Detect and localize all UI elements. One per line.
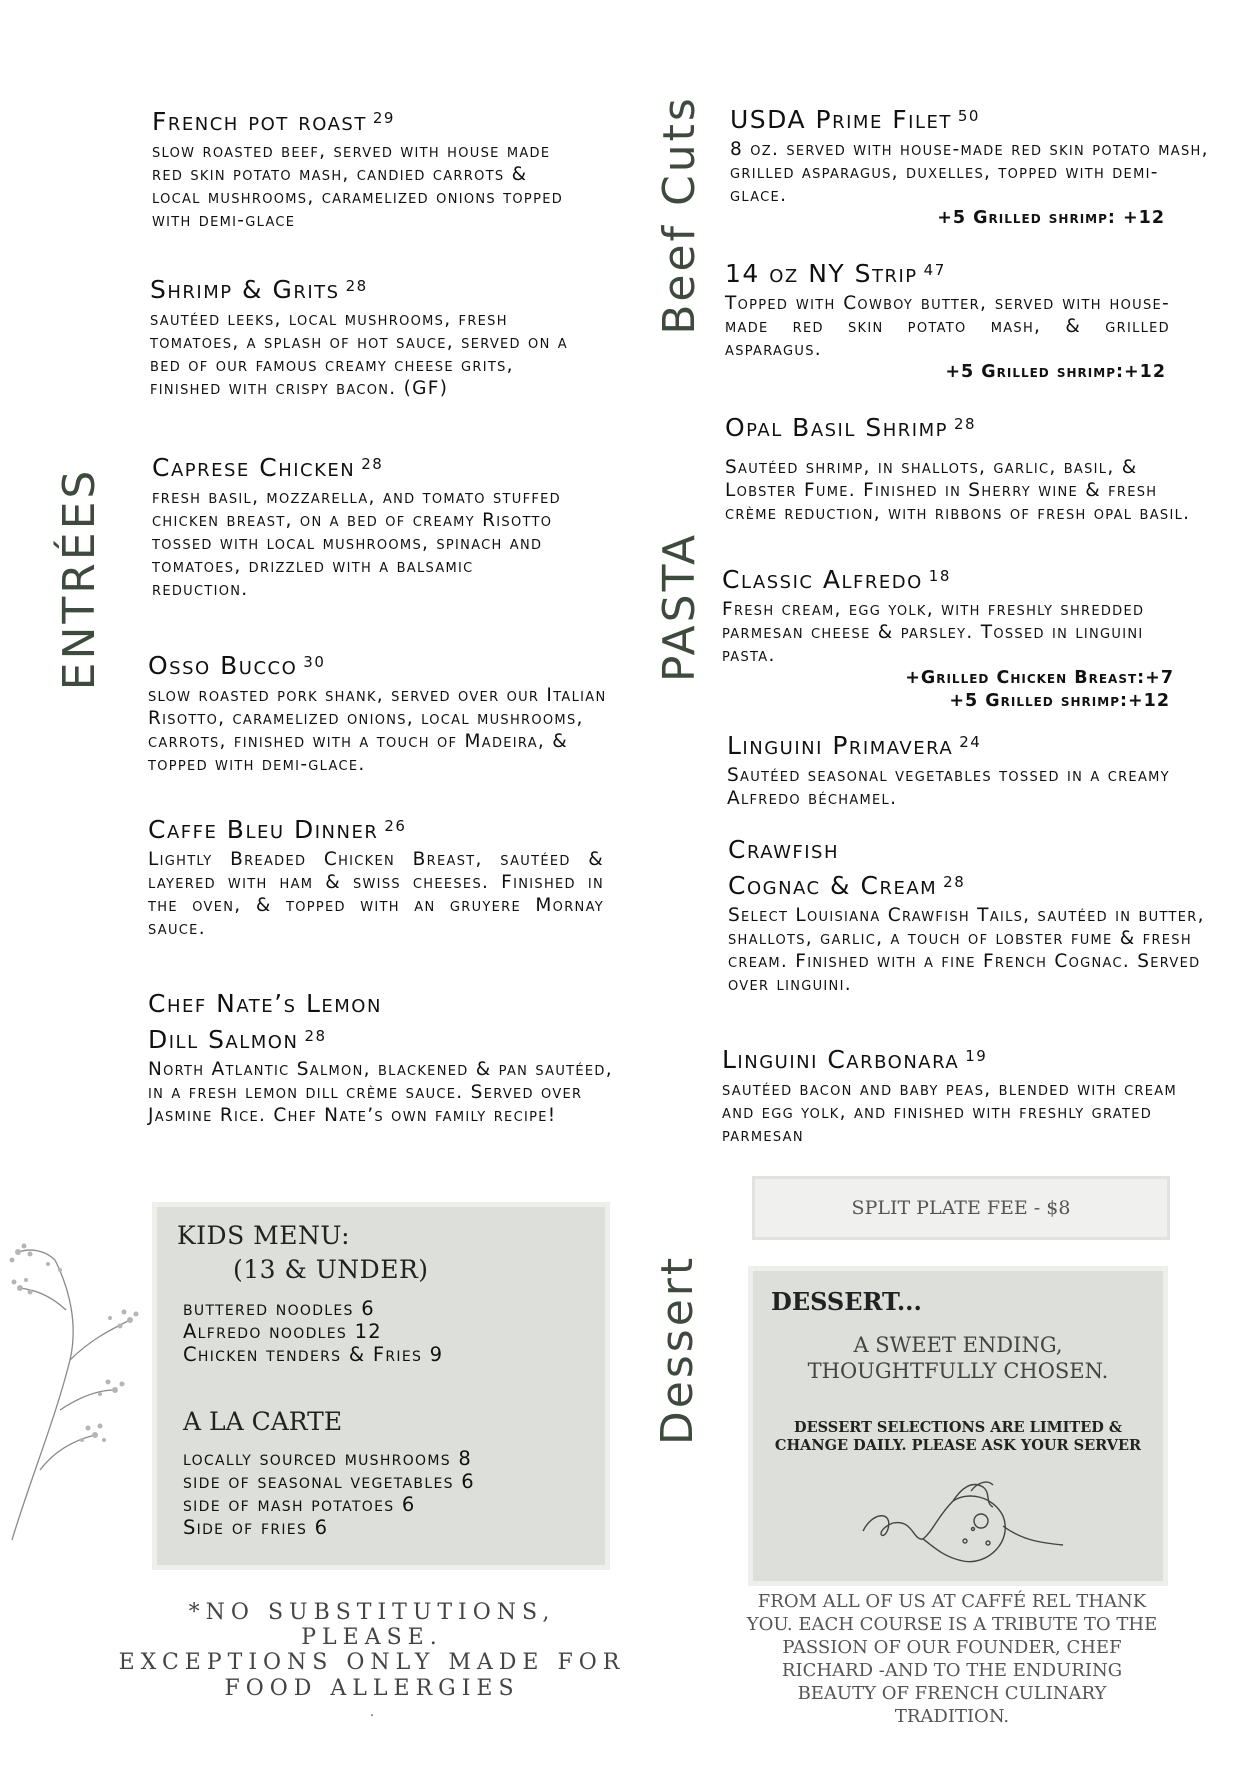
list-item: side of mash potatoes 6 (183, 1493, 416, 1516)
tribute-line-4: RICHARD -AND TO THE ENDURING (781, 1660, 1123, 1681)
exceptions-note-line-1: EXCEPTIONS ONLY MADE FOR (118, 1650, 626, 1675)
item-price: 29 (372, 109, 395, 127)
dessert-tagline-line-2: THOUGHTFULLY CHOSEN. (807, 1359, 1109, 1383)
item-price: 28 (345, 277, 368, 295)
item-title: 14 oz NY Strip $^{47}$ (725, 259, 946, 288)
list-item: locally sourced mushrooms 8 (183, 1447, 473, 1470)
menu-item-linguini-primavera (727, 728, 1207, 810)
baby-breath-flower-icon (0, 1240, 150, 1550)
a-la-carte-title: A LA CARTE (183, 1407, 343, 1436)
item-price: 18 (928, 567, 951, 585)
section-title-pasta: PASTA (654, 531, 705, 683)
item-description: Sautéed seasonal vegetables tossed in a creamy Alfredo béchamel. (727, 765, 1170, 809)
menu-item-opal-basil-shrimp (725, 410, 1215, 525)
item-price: 19 (965, 1047, 988, 1065)
list-item: Alfredo noodles 12 (183, 1320, 382, 1343)
dessert-title: DESSERT... (771, 1287, 922, 1316)
item-price: 28 (953, 415, 977, 433)
item-description: Lightly Breaded Chicken Breast, sautéed & layered with ham & swiss cheeses. Finished in the oven, & topped with an gruyere Mornay sauce. (148, 849, 604, 939)
item-description: North Atlantic Salmon, blackened & pan sautéed, in a fresh lemon dill crème sauce. Served over Jasmine Rice. Chef Nate’s own family recipe! (148, 1059, 613, 1126)
dessert-tagline-line-1: A SWEET ENDING, (853, 1333, 1063, 1357)
list-item: Side of fries 6 (183, 1516, 329, 1539)
note-dot: . (369, 1704, 375, 1720)
section-title-beef-cuts: Beef Cuts (654, 95, 705, 335)
item-addon: +5 Grilled shrimp: +12 (937, 208, 1165, 228)
item-description: Topped with Cowboy butter, served with house-made red skin potato mash, & grilled asparagus. (725, 293, 1170, 360)
tribute-line-3: PASSION OF OUR FOUNDER, CHEF (782, 1637, 1122, 1658)
strawberry-icon (853, 1471, 1073, 1571)
item-price: 24 (959, 733, 982, 751)
menu-item-lemon-dill-salmon (148, 986, 618, 1127)
section-title-entrees: ENTRÉES (54, 467, 105, 691)
tribute-line-6: TRADITION. (894, 1706, 1010, 1727)
item-title: Osso Bucco $^{30}$ (148, 651, 326, 680)
split-plate-fee: SPLIT PLATE FEE - $8 (851, 1197, 1071, 1219)
menu-item-crawfish-cognac-cream (728, 832, 1213, 996)
item-title: Shrimp & Grits $^{28}$ (150, 275, 368, 304)
kids-menu-subtitle: (13 & UNDER) (233, 1255, 429, 1284)
tribute-line-2: YOU. EACH COURSE IS A TRIBUTE TO THE (746, 1614, 1158, 1635)
item-title: French pot roast $^{29}$ (152, 107, 395, 136)
item-description: sautéed bacon and baby peas, blended with cream and egg yolk, and finished with freshly grated parmesan (722, 1079, 1177, 1146)
menu-item-linguini-carbonara (722, 1042, 1212, 1147)
list-item: Chicken tenders & Fries 9 (183, 1343, 444, 1366)
dessert-note-line-2: CHANGE DAILY. PLEASE ASK YOUR SERVER (774, 1437, 1142, 1454)
item-price: 28 (943, 873, 966, 891)
a-la-carte-list (183, 1447, 475, 1539)
menu-item-osso-bucco (148, 648, 618, 776)
list-item: side of seasonal vegetables 6 (183, 1470, 475, 1493)
item-title-line-1: Chef Nate’s Lemon (148, 989, 382, 1018)
menu-item-shrimp-grits (150, 272, 575, 400)
menu-item-classic-alfredo (722, 562, 1192, 713)
item-title-line-2: Dill Salmon $^{28}$ (148, 1025, 327, 1054)
item-addon: +Grilled Chicken Breast:+7 (905, 668, 1174, 688)
menu-item-french-pot-roast (152, 104, 572, 232)
item-description: slow roasted beef, served with house made red skin potato mash, candied carrots & local mushrooms, caramelized onions topped with demi-glace (152, 141, 564, 231)
item-description: fresh basil, mozzarella, and tomato stuffed chicken breast, on a bed of creamy Risotto tossed with local mushrooms, spinach and tomatoes, drizzled with a balsamic reduction. (152, 487, 561, 600)
section-title-dessert: Dessert (652, 1254, 703, 1446)
item-description: 8 oz. served with house-made red skin potato mash, grilled asparagus, duxelles, topped with demi-glace. (730, 139, 1209, 206)
item-price: 30 (303, 653, 326, 671)
kids-menu-list (183, 1297, 443, 1366)
menu-item-usda-prime-filet (730, 102, 1210, 230)
menu-item-caprese-chicken (152, 450, 562, 601)
item-description: slow roasted pork shank, served over our Italian Risotto, caramelized onions, local mushrooms, carrots, finished with a touch of Madeira, & topped with demi-glace. (148, 685, 607, 775)
menu-item-ny-strip (725, 256, 1170, 384)
item-description: Fresh cream, egg yolk, with freshly shredded parmesan cheese & parsley. Tossed in linguini pasta. (722, 599, 1145, 666)
item-price: 47 (923, 261, 946, 279)
item-title: Linguini Primavera $^{24}$ (727, 731, 982, 760)
item-title: Opal Basil Shrimp $^{28}$ (725, 413, 977, 442)
dessert-note-line-1: DESSERT SELECTIONS ARE LIMITED & (794, 1419, 1122, 1436)
item-price: 28 (361, 455, 384, 473)
exceptions-note-line-2: FOOD ALLERGIES (224, 1676, 520, 1701)
item-addon: +5 Grilled shrimp:+12 (949, 691, 1170, 711)
item-title: USDA Prime Filet $^{50}$ (730, 105, 980, 134)
tribute-text (732, 1590, 1172, 1728)
tribute-line-5: BEAUTY OF FRENCH CULINARY (797, 1683, 1107, 1704)
split-plate-fee-box (752, 1176, 1170, 1240)
tribute-line-1: FROM ALL OF US AT CAFFÉ REL THANK (757, 1591, 1147, 1612)
item-title: Caprese Chicken $^{28}$ (152, 453, 384, 482)
item-title-line-1: Crawfish (728, 835, 839, 864)
item-description: sautéed leeks, local mushrooms, fresh tomatoes, a splash of hot sauce, served on a bed of our famous creamy cheese grits, finished with crispy bacon. (GF) (150, 309, 568, 399)
item-title: Caffe Bleu Dinner $^{26}$ (148, 815, 407, 844)
item-addon: +5 Grilled shrimp:+12 (945, 362, 1166, 382)
menu-item-caffe-bleu-dinner (148, 812, 604, 940)
item-price: 26 (384, 817, 407, 835)
kids-menu-box (152, 1202, 610, 1570)
item-title-line-2: Cognac & Cream $^{28}$ (728, 871, 966, 900)
item-title: Linguini Carbonara $^{19}$ (722, 1045, 988, 1074)
item-description: Sautéed shrimp, in shallots, garlic, basil, & Lobster Fume. Finished in Sherry wine & fresh crème reduction, with ribbons of fresh opal basil. (725, 457, 1191, 524)
dessert-box (748, 1266, 1168, 1586)
item-price: 28 (304, 1027, 327, 1045)
item-title: Classic Alfredo $^{18}$ (722, 565, 951, 594)
kids-menu-title: KIDS MENU: (177, 1221, 350, 1250)
list-item: buttered noodles 6 (183, 1297, 375, 1320)
item-description: Select Louisiana Crawfish Tails, sautéed in butter, shallots, garlic, a touch of lobster fume & fresh cream. Finished with a fine French Cognac. Served over linguini. (728, 905, 1205, 995)
no-substitutions-note: *NO SUBSTITUTIONS, PLEASE. (188, 1600, 556, 1650)
item-price: 50 (957, 107, 980, 125)
